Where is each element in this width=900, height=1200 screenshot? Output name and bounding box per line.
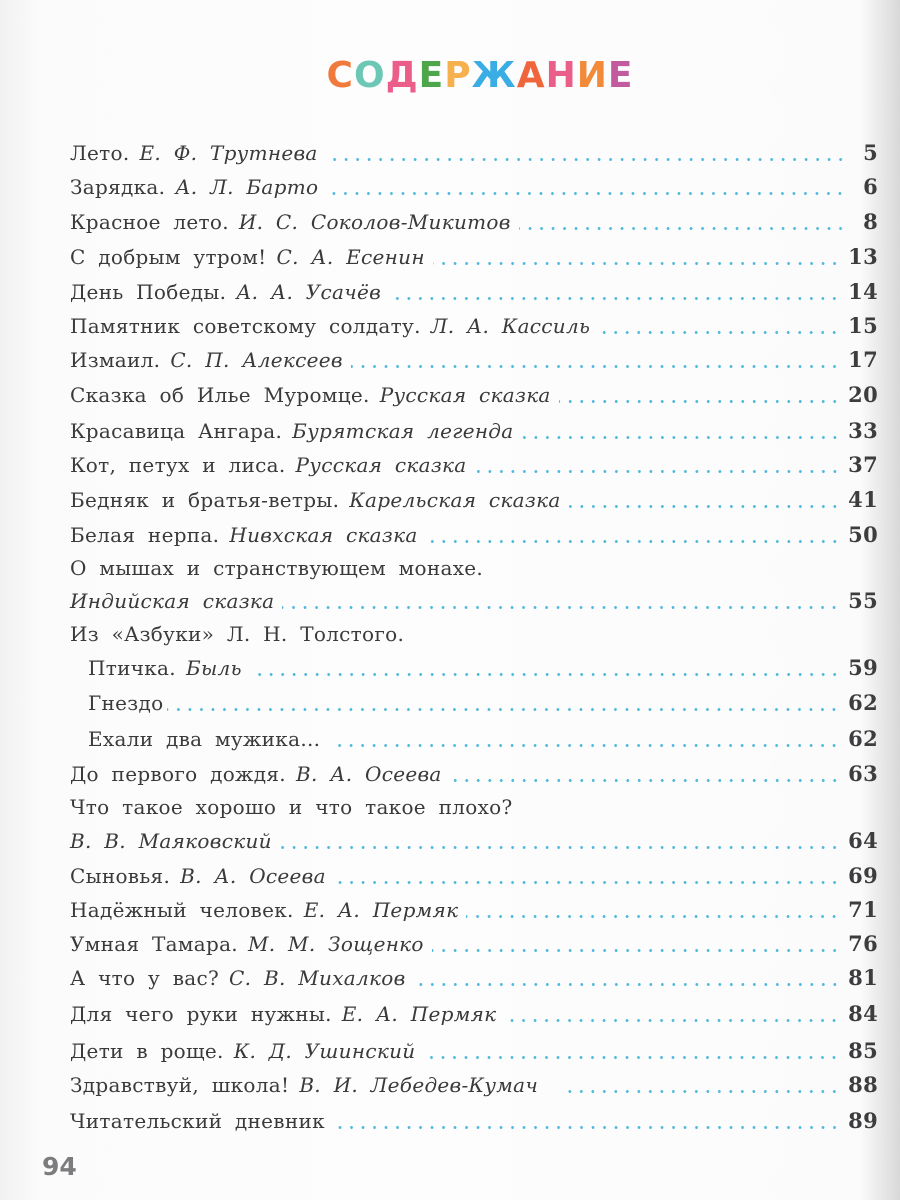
entry-title: Что такое хорошо и что такое плохо?	[70, 795, 513, 819]
title-letter: О	[353, 55, 386, 96]
entry-page: 15	[848, 313, 878, 338]
toc-entry[interactable]	[70, 931, 878, 961]
entry-author: Е. А. Пермяк	[303, 898, 459, 922]
entry-title: Для чего руки нужны.	[70, 1002, 332, 1026]
entry-title: Лето.	[70, 141, 130, 165]
entry-author: С. В. Михалков	[229, 966, 406, 990]
entry-title: Белая нерпа.	[70, 523, 220, 547]
dot-leader	[466, 915, 840, 918]
dot-leader	[167, 708, 840, 711]
entry-title: Красное лето.	[70, 210, 229, 234]
entry-author: К. Д. Ушинский	[233, 1039, 416, 1063]
dot-leader	[250, 673, 840, 676]
entry-title: Памятник советскому солдату.	[70, 314, 421, 338]
entry-title: Сыновья.	[70, 864, 171, 888]
entry-page: 71	[848, 897, 878, 922]
entry-title: Надёжный человек.	[70, 898, 294, 922]
title-letter: С	[326, 55, 354, 96]
entry-title: Бедняк и братья-ветры.	[70, 488, 340, 512]
dot-leader	[326, 192, 846, 195]
dot-leader	[423, 1056, 840, 1059]
toc-entry[interactable]	[70, 1038, 878, 1068]
title-letter: Р	[444, 55, 472, 96]
entry-author: Л. А. Кассиль	[430, 314, 591, 338]
entry-author: Е. А. Пермяк	[341, 1002, 497, 1026]
dot-leader	[564, 1090, 840, 1093]
dot-leader	[414, 983, 841, 986]
entry-author: Е. Ф. Трутнева	[139, 141, 318, 165]
toc-entry[interactable]	[70, 863, 878, 893]
dot-leader	[559, 400, 841, 403]
toc-entry[interactable]	[70, 382, 878, 412]
toc-entry[interactable]	[70, 588, 878, 618]
title-letter: Д	[385, 55, 419, 96]
entry-page: 59	[848, 655, 878, 680]
entry-page: 17	[848, 347, 878, 372]
dot-leader	[280, 846, 840, 849]
entry-author: В. А. Осеева	[180, 864, 326, 888]
entry-page: 20	[848, 382, 878, 407]
entry-page: 13	[848, 244, 878, 269]
toc-entry[interactable]	[70, 761, 878, 791]
dot-leader	[475, 470, 841, 473]
entry-page: 50	[848, 522, 878, 547]
toc-entry[interactable]	[70, 347, 878, 377]
title-letter: И	[576, 55, 608, 96]
entry-author: Карельская сказка	[349, 488, 561, 512]
entry-title: Читательский дневник	[70, 1109, 325, 1133]
entry-page: 69	[848, 863, 878, 888]
dot-leader	[426, 540, 841, 543]
dot-leader	[351, 365, 840, 368]
toc-entry[interactable]	[70, 522, 878, 552]
entry-page: 89	[848, 1108, 878, 1133]
entry-page: 6	[863, 174, 878, 199]
toc-entry[interactable]	[70, 279, 878, 309]
entry-title: Ехали два мужика...	[88, 727, 321, 751]
entry-page: 41	[848, 487, 878, 512]
entry-title: Красавица Ангара.	[70, 419, 283, 443]
toc-entry[interactable]	[70, 828, 878, 858]
entry-page: 88	[848, 1072, 878, 1097]
entry-title: Кот, петух и лиса.	[70, 453, 286, 477]
entry-author: С. П. Алексеев	[170, 348, 343, 372]
entry-title: Сказка об Илье Муромце.	[70, 383, 370, 407]
entry-title: Измаил.	[70, 348, 161, 372]
dot-leader	[334, 881, 840, 884]
dot-leader	[432, 949, 840, 952]
title-letter: Ж	[471, 55, 517, 96]
toc-entry[interactable]	[70, 140, 878, 170]
toc-entry-title-line[interactable]	[70, 556, 878, 586]
toc-entry[interactable]	[70, 452, 878, 482]
entry-author: В. В. Маяковский	[70, 829, 272, 853]
entry-page: 14	[848, 279, 878, 304]
toc-group-heading	[70, 622, 878, 652]
entry-title: Гнездо	[88, 691, 164, 715]
toc-entry[interactable]	[70, 1001, 878, 1031]
title-letter: А	[516, 55, 546, 96]
entry-page: 62	[848, 690, 878, 715]
entry-author: Русская сказка	[379, 383, 551, 407]
dot-leader	[326, 158, 846, 161]
entry-title: До первого дождя.	[70, 762, 286, 786]
dot-leader	[569, 505, 841, 508]
entry-title: Птичка.	[88, 656, 176, 680]
entry-title: День Победы.	[70, 280, 227, 304]
entry-title: Зарядка.	[70, 175, 166, 199]
entry-author: Бурятская легенда	[292, 419, 514, 443]
entry-title: С добрым утром!	[70, 245, 267, 269]
entry-author: Быль	[185, 656, 242, 680]
entry-author: Русская сказка	[295, 453, 467, 477]
entry-author: В. А. Осеева	[295, 762, 442, 786]
dot-leader	[519, 227, 846, 230]
toc-entry[interactable]	[70, 897, 878, 927]
entry-author: С. А. Есенин	[276, 245, 425, 269]
toc-entry[interactable]	[70, 313, 878, 343]
entry-page: 55	[848, 588, 878, 613]
entry-page: 85	[848, 1038, 878, 1063]
toc-entry[interactable]	[70, 244, 878, 274]
entry-page: 63	[848, 761, 878, 786]
toc-entry[interactable]	[70, 209, 878, 239]
page-title	[0, 55, 900, 96]
toc-subentry[interactable]	[88, 655, 878, 685]
dot-leader	[450, 779, 841, 782]
entry-page: 37	[848, 452, 878, 477]
entry-author: В. И. Лебедев-Кумач	[299, 1073, 539, 1097]
entry-author: М. М. Зощенко	[247, 932, 424, 956]
toc-entry[interactable]	[70, 174, 878, 204]
entry-page: 76	[848, 931, 878, 956]
dot-leader	[333, 1126, 840, 1129]
title-letter: Е	[607, 55, 634, 96]
dot-leader	[504, 1019, 840, 1022]
entry-author: А. Л. Барто	[175, 175, 319, 199]
entry-title: А что у вас?	[70, 966, 220, 990]
toc-entry[interactable]	[70, 487, 878, 517]
entry-page: 33	[848, 418, 878, 443]
title-letter: Е	[418, 55, 445, 96]
entry-author: И. С. Соколов-Микитов	[238, 210, 511, 234]
toc-subentry[interactable]	[88, 726, 878, 756]
dot-leader	[433, 262, 840, 265]
entry-title: О мышах и странствующем монахе.	[70, 556, 484, 580]
toc-subentry[interactable]	[88, 690, 878, 720]
page-number: 94	[42, 1152, 77, 1181]
toc-entry-title-line[interactable]	[70, 795, 878, 825]
entry-author: А. А. Усачёв	[236, 280, 382, 304]
entry-author: Нивхская сказка	[229, 523, 418, 547]
toc-entry[interactable]	[70, 965, 878, 995]
entry-title: Здравствуй, школа!	[70, 1073, 290, 1097]
title-letter: Н	[545, 55, 577, 96]
toc-entry[interactable]	[70, 1072, 878, 1102]
entry-page: 62	[848, 726, 878, 751]
dot-leader	[389, 297, 840, 300]
entry-page: 81	[848, 965, 878, 990]
entry-title: Дети в роще.	[70, 1039, 224, 1063]
entry-author: Индийская сказка	[70, 589, 275, 613]
dot-leader	[334, 744, 840, 747]
entry-page: 84	[848, 1001, 878, 1026]
toc-entry[interactable]	[70, 418, 878, 448]
group-title: Из «Азбуки» Л. Н. Толстого.	[70, 622, 405, 646]
toc-entry[interactable]	[70, 1108, 878, 1138]
entry-page: 64	[848, 828, 878, 853]
dot-leader	[522, 436, 841, 439]
entry-title: Умная Тамара.	[70, 932, 238, 956]
entry-page: 5	[863, 140, 878, 165]
dot-leader	[282, 606, 840, 609]
entry-page: 8	[863, 209, 878, 234]
dot-leader	[598, 331, 840, 334]
